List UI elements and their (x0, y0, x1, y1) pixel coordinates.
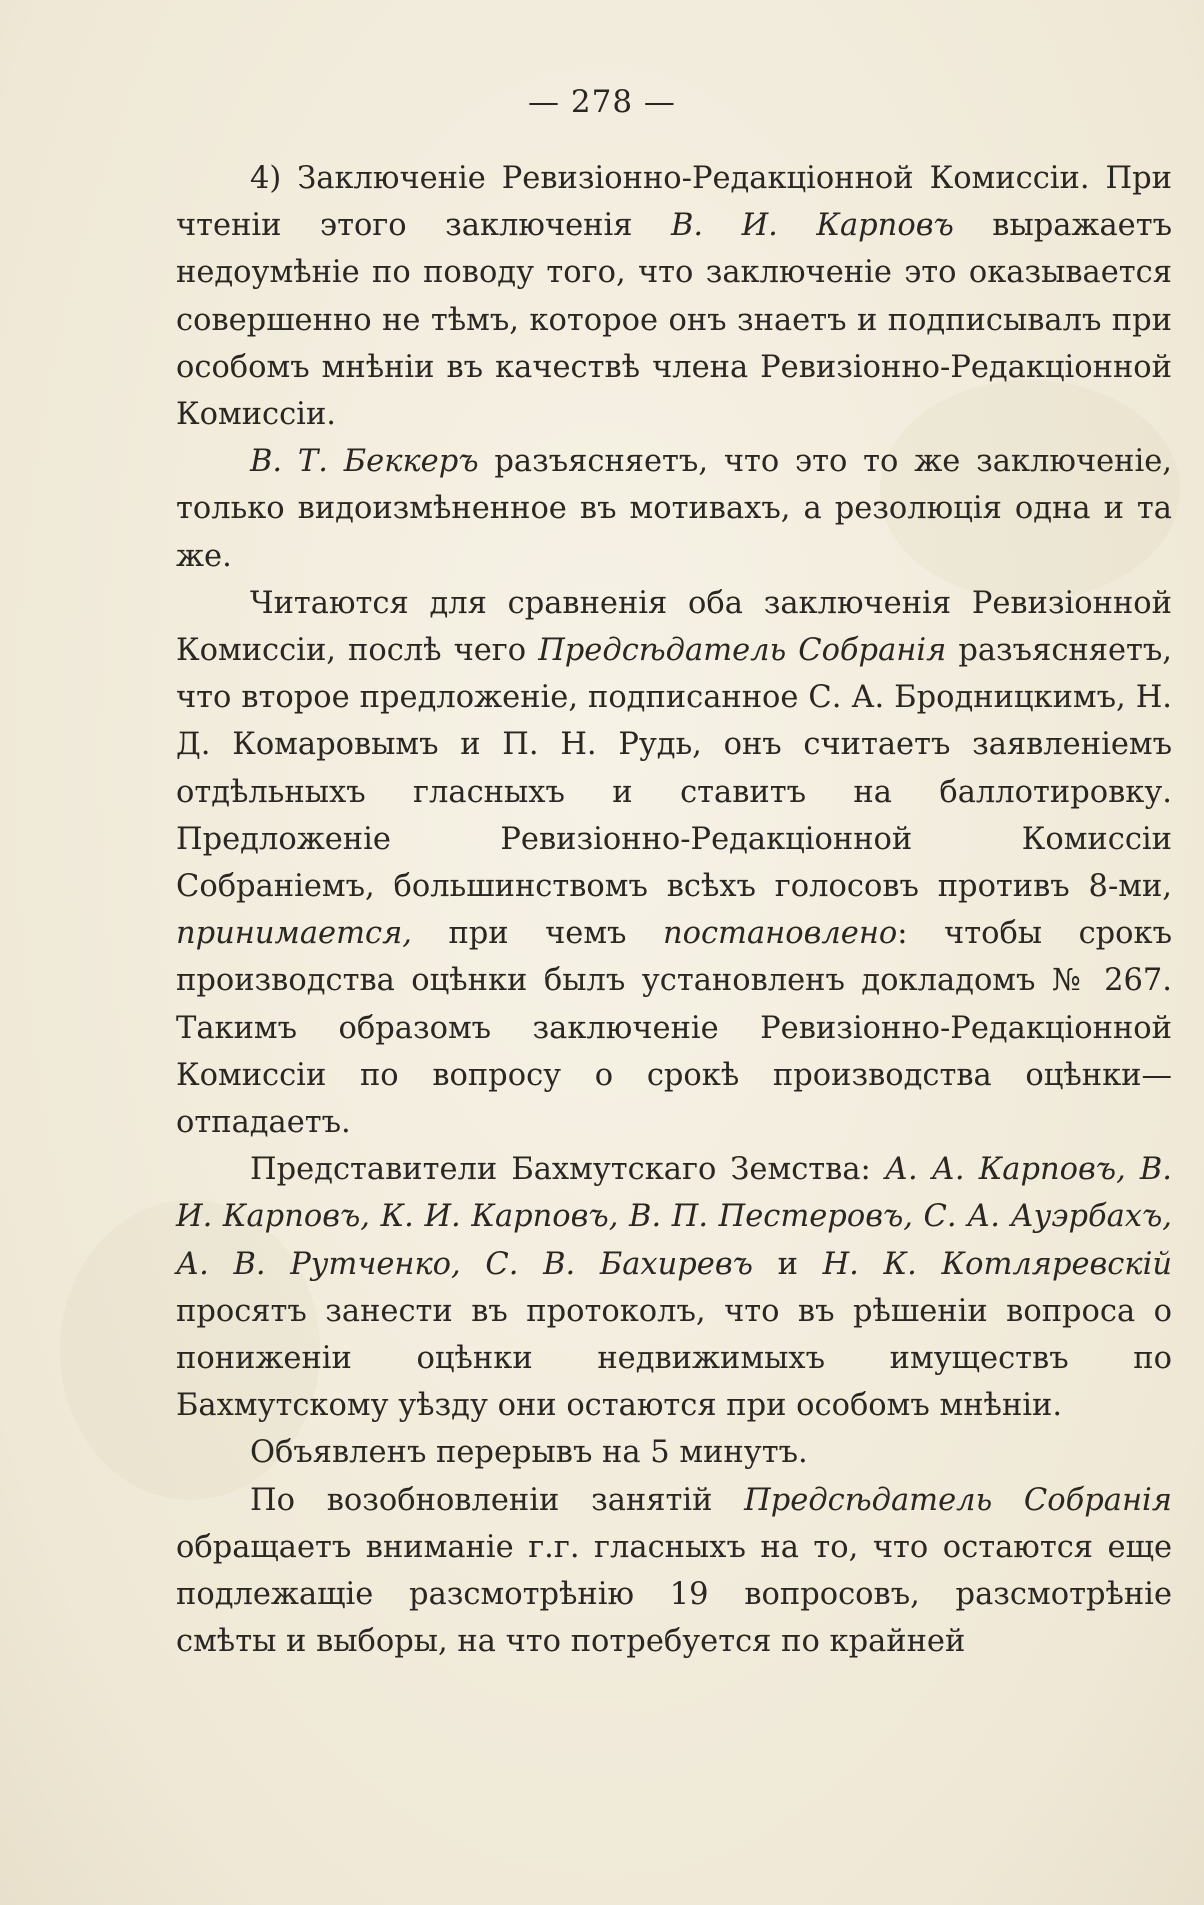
paragraph-bakhmut-representatives (176, 1146, 1172, 1429)
paragraph-recess (176, 1429, 1172, 1476)
text-segment: : чтобы срокъ производства оцѣнки былъ установленъ докладомъ № 267. Такимъ образомъ заключеніе Ревизіонно-Редакціонной Комиссіи по вопросу о срокѣ производства оцѣнки—отпадаетъ. (176, 916, 1173, 1141)
text-segment: при чемъ (411, 916, 663, 952)
speaker-name: В. Т. Беккеръ (250, 444, 479, 480)
text-segment: просятъ занести въ протоколъ, что въ рѣшеніи вопроса о пониженіи оцѣнки недвижимыхъ имуществъ по Бахмутскому уѣзду они остаются при особомъ мнѣніи. (176, 1293, 1172, 1424)
text-segment: 4) Заключеніе Ревизіонно-Редакціонной Комиссіи. При чтеніи этого заключенія (176, 161, 1172, 244)
paragraph-revision-commission (176, 155, 1172, 438)
paragraph-bekker-reply (176, 438, 1172, 580)
text-segment: обращаетъ вниманіе г.г. гласныхъ на то, что остаются еще подлежащіе разсмотрѣнію 19 вопросовъ, разсмотрѣніе смѣты и выборы, на что потребуется по крайней (176, 1529, 1172, 1660)
page-body (176, 155, 1172, 1666)
emphasis-text: принимается, (176, 916, 412, 952)
speaker-name: Н. К. Котляревскій (822, 1246, 1173, 1282)
speaker-name: Предсѣдатель Собранія (744, 1482, 1172, 1518)
text-segment: Представители Бахмутскаго Земства: (250, 1152, 885, 1188)
page-number: — 278 — (528, 84, 676, 120)
paragraph-comparison-vote (176, 580, 1172, 1146)
speaker-names: А. А. Карповъ, В. И. Карповъ, К. И. Карповъ, В. П. Пестеровъ, С. А. Ауэрбахъ, А. В. Рутченко, С. В. Бахиревъ (176, 1152, 1172, 1282)
paragraph-resumption (176, 1477, 1172, 1666)
text-segment: и (752, 1246, 823, 1282)
text-segment: Читаются для сравненія оба заключенія Ревизіонной Комиссіи, послѣ чего (176, 585, 1172, 669)
text-segment: По возобновленіи занятій (250, 1482, 745, 1518)
text-segment: выражаетъ недоумѣніе по поводу того, что заключеніе это оказывается совершенно не тѣмъ, которое онъ знаетъ и подписывалъ при особомъ мнѣніи въ качествѣ члена Ревизіонно-Редакціонной Комиссіи. (176, 208, 1172, 433)
emphasis-text: постановлено (662, 916, 898, 952)
speaker-name: В. И. Карповъ (670, 208, 954, 244)
speaker-name: Предсѣдатель Собранія (538, 633, 947, 669)
text-segment: Объявленъ перерывъ на 5 минутъ. (250, 1435, 808, 1471)
text-segment: разъясняетъ, что это то же заключеніе, только видоизмѣненное въ мотивахъ, а резолюція одна и та же. (176, 444, 1172, 574)
text-segment: разъясняетъ, что второе предложеніе, подписанное С. А. Бродницкимъ, Н. Д. Комаровымъ и П. Н. Рудь, онъ считаетъ заявленіемъ отдѣльныхъ гласныхъ и ставитъ на баллотировку. Предложеніе Ревизіонно-Редакціонной Комиссіи Собраніемъ, большинствомъ всѣхъ голосовъ противъ 8-ми, (176, 633, 1172, 905)
